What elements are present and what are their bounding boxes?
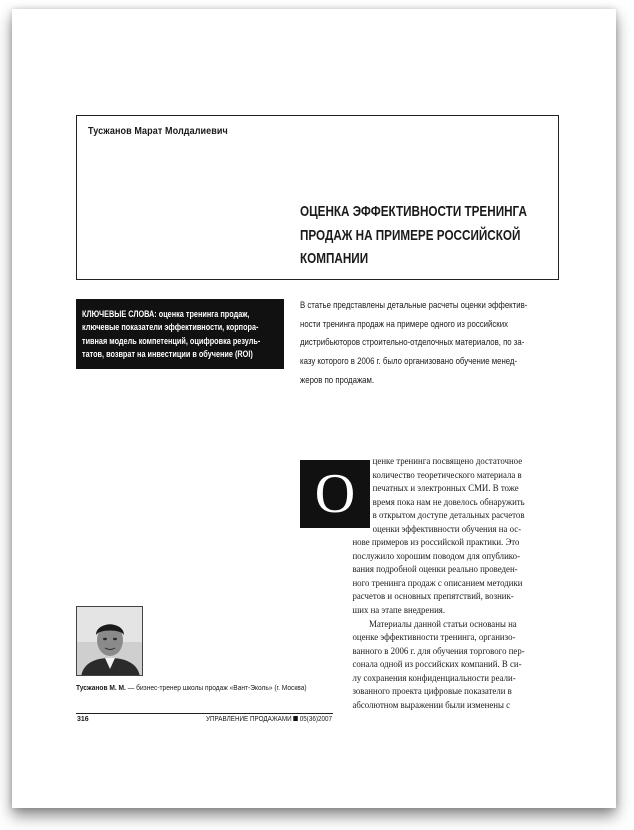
journal-info (206, 716, 332, 723)
body-line: ших на этапе внедрения. (352, 605, 446, 617)
body-line: оценке эффективности тренинга, организо- (352, 632, 516, 644)
caption-text: — бизнес-тренер школы продаж «Вант-Эколь» (г. Москва) (125, 683, 307, 692)
body-line: Материалы данной статьи основаны на (369, 618, 517, 630)
keywords-line: КЛЮЧЕВЫЕ СЛОВА: оценка тренинга продаж, (82, 309, 250, 319)
square-bullet-icon (293, 716, 298, 721)
keywords-line: тивная модель компетенций, оцифровка резуль- (82, 335, 261, 346)
issue-number: 05(36)2007 (299, 716, 332, 723)
abstract (300, 296, 527, 390)
title-line: ПРОДАЖ НА ПРИМЕРЕ РОССИЙСКОЙ (300, 226, 521, 244)
photo-caption (76, 683, 307, 692)
body-line: оценки эффективности обучения на ос- (372, 523, 522, 535)
author-photo (76, 606, 143, 676)
abstract-line: В статье представлены детальные расчеты оценки эффектив- (300, 300, 528, 310)
abstract-line: жеров по продажам. (300, 374, 375, 385)
body-line: печатных и электронных СМИ. В тоже (372, 483, 519, 495)
title-line: ОЦЕНКА ЭФФЕКТИВНОСТИ ТРЕНИНГА (300, 203, 527, 220)
body-line: нове примеров из российской практики. Это (352, 537, 520, 549)
journal-name: УПРАВЛЕНИЕ ПРОДАЖАМИ (206, 716, 292, 723)
body-line: ценке тренинга посвящено достаточное (372, 456, 523, 467)
drop-cap: О (300, 460, 370, 528)
body-line: послужило хорошим поводом для опублико- (352, 550, 521, 562)
keywords-line: татов, возврат на инвестиции в обучение (ROI) (82, 348, 253, 359)
article-title (300, 200, 557, 271)
body-line: ного тренинга продаж с описанием методики (352, 577, 523, 589)
page-footer (76, 715, 333, 726)
body-line: расчетов и основных препятствий, возник- (352, 591, 514, 603)
keywords-line: ключевые показатели эффективности, корпора- (82, 322, 259, 333)
body-text (300, 455, 525, 712)
body-line: сонала одной из российских компаний. В си- (352, 659, 522, 671)
body-line: количество теоретического материала в (372, 469, 522, 481)
abstract-line: дистрибьюторов строительно-отделочных материалов, по за- (300, 337, 525, 348)
footer-rule (76, 713, 333, 714)
abstract-line: казу которого в 2006 г. было организовано обучение менед- (300, 356, 518, 367)
page-number: 316 (77, 716, 89, 723)
body-line: вания подробной оценки реально проведен- (352, 564, 518, 576)
keywords-box (76, 299, 284, 369)
body-line: ванного в 2006 г. для обучения торгового пер- (352, 645, 525, 657)
body-line: время пока нам не довелось обнаружить (372, 496, 525, 508)
abstract-line: ности тренинга продаж на примере одного из российских (300, 318, 508, 329)
title-line: КОМПАНИИ (300, 250, 369, 267)
body-line: абсолютном выражении были изменены с (352, 699, 511, 711)
body-line: лу сохранения конфиденциальности реали- (352, 672, 516, 684)
caption-name: Тусжанов М. М. (76, 683, 126, 692)
body-line: в открытом доступе детальных расчетов (372, 510, 525, 522)
body-line: зованного проекта цифровые показатели в (352, 686, 512, 698)
author-portrait-icon (77, 607, 143, 676)
author-name: Тусжанов Марат Молдалиевич (88, 125, 228, 137)
